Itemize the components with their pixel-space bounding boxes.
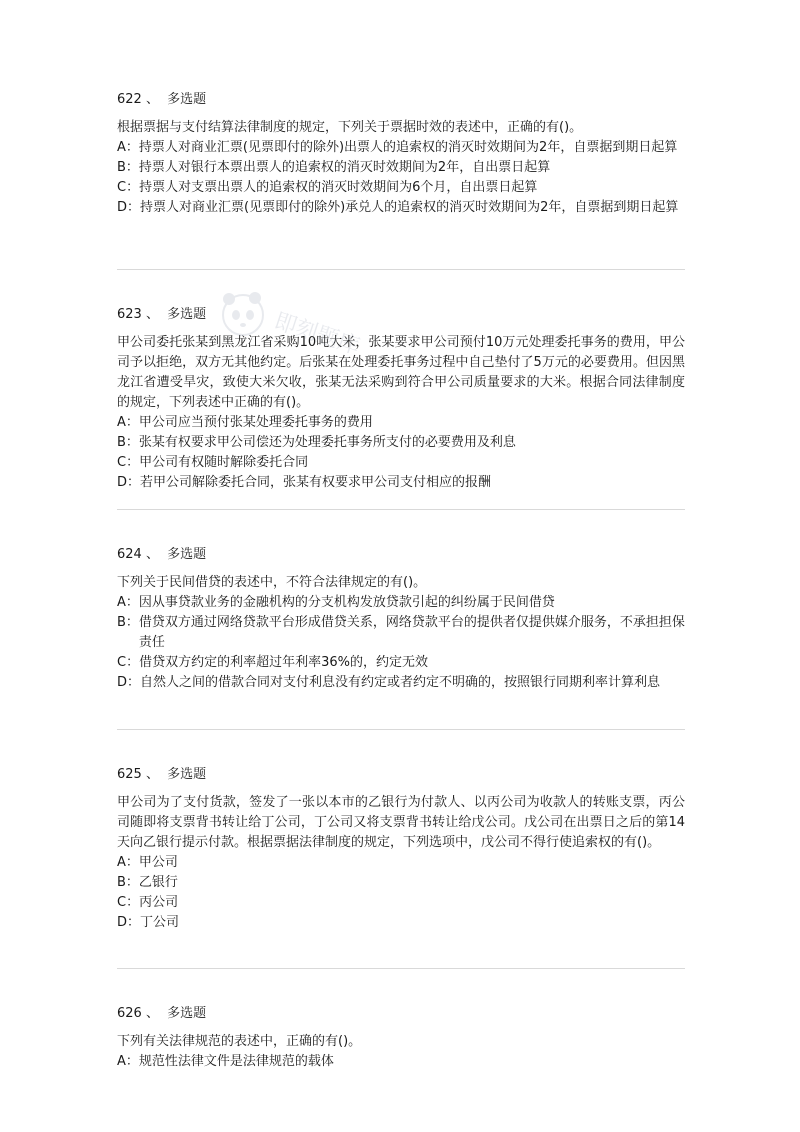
- option-text: 借贷双方通过网络贷款平台形成借贷关系，网络贷款平台的提供者仅提供媒介服务，不承担担保责任: [138, 615, 685, 650]
- question-type: 多选题: [167, 767, 207, 782]
- option-letter: C：: [117, 180, 140, 195]
- option-text: 持票人对银行本票出票人的追索权的消灭时效期间为2年，自出票日起算: [138, 160, 551, 175]
- question-separator: 、: [145, 1006, 159, 1021]
- option-letter: B：: [117, 160, 139, 175]
- question-626: [117, 1004, 685, 1072]
- divider: [117, 968, 685, 969]
- option-text: 甲公司应当预付张某处理委托事务的费用: [138, 415, 373, 430]
- divider: [117, 729, 685, 730]
- question-separator: 、: [145, 307, 159, 322]
- option-d: [117, 673, 685, 693]
- option-d: [117, 473, 685, 493]
- option-a: [117, 853, 685, 873]
- question-number: 623: [117, 307, 142, 322]
- option-d: [117, 913, 685, 933]
- question-stem: 下列有关法律规范的表述中，正确的有()。: [117, 1034, 362, 1049]
- option-text: 持票人对商业汇票(见票即付的除外)出票人的追索权的消灭时效期间为2年，自票据到期日起算: [138, 140, 678, 155]
- option-c: [117, 453, 685, 473]
- question-number: 624: [117, 547, 142, 562]
- option-a: [117, 1052, 685, 1072]
- option-b: [117, 433, 685, 453]
- option-text: 持票人对支票出票人的追索权的消灭时效期间为6个月，自出票日起算: [139, 180, 538, 195]
- option-c: [117, 893, 685, 913]
- option-text: 因从事贷款业务的金融机构的分支机构发放贷款引起的纠纷属于民间借贷: [138, 595, 555, 610]
- option-letter: C：: [117, 895, 140, 910]
- option-text: 丁公司: [140, 915, 180, 930]
- question-type: 多选题: [167, 547, 207, 562]
- question-separator: 、: [145, 547, 159, 562]
- question-separator: 、: [145, 92, 159, 107]
- option-b: [117, 873, 685, 893]
- option-a: [117, 138, 685, 158]
- option-text: 张某有权要求甲公司偿还为处理委托事务所支付的必要费用及利息: [138, 435, 516, 450]
- option-text: 规范性法律文件是法律规范的载体: [138, 1054, 334, 1069]
- option-letter: A：: [117, 415, 139, 430]
- question-header: [117, 765, 685, 785]
- option-letter: A：: [117, 855, 139, 870]
- question-622: [117, 90, 685, 218]
- option-text: 持票人对商业汇票(见票即付的除外)承兑人的追索权的消灭时效期间为2年，自票据到期日起算: [140, 200, 679, 215]
- question-stem: 根据票据与支付结算法律制度的规定，下列关于票据时效的表述中，正确的有()。: [117, 120, 583, 135]
- option-letter: D：: [117, 915, 141, 930]
- option-letter: A：: [117, 140, 139, 155]
- option-text: 甲公司有权随时解除委托合同: [139, 455, 309, 470]
- option-letter: D：: [117, 675, 141, 690]
- question-624: [117, 545, 685, 693]
- option-b: [117, 613, 685, 653]
- question-type: 多选题: [167, 1006, 207, 1021]
- option-text: 自然人之间的借款合同对支付利息没有约定或者约定不明确的，按照银行同期利率计算利息: [140, 675, 661, 690]
- question-number: 625: [117, 767, 142, 782]
- option-letter: A：: [117, 595, 139, 610]
- question-stem: 甲公司为了支付货款，签发了一张以本市的乙银行为付款人、以丙公司为收款人的转账支票，丙公司随即将支票背书转让给丁公司，丁公司又将支票背书转让给戊公司。戊公司在出票日之后的第14天向乙银行提示付款。根据票据法律制度的规定，下列选项中，戊公司不得行使追索权的有()。: [117, 795, 685, 850]
- question-header: [117, 90, 685, 110]
- question-625: [117, 765, 685, 933]
- option-letter: B：: [117, 615, 139, 630]
- question-623: [117, 305, 685, 493]
- question-type: 多选题: [167, 92, 207, 107]
- question-number: 626: [117, 1006, 142, 1021]
- option-letter: C：: [117, 455, 140, 470]
- question-header: [117, 305, 685, 325]
- question-stem: 甲公司委托张某到黑龙江省采购10吨大米，张某要求甲公司预付10万元处理委托事务的费用，甲公司予以拒绝，双方无其他约定。后张某在处理委托事务过程中自己垫付了5万元的必要费用。但因黑龙江省遭受旱灾，致使大米欠收，张某无法采购到符合甲公司质量要求的大米。根据合同法律制度的规定，下列表述中正确的有()。: [117, 335, 685, 410]
- option-text: 甲公司: [138, 855, 178, 870]
- option-letter: D：: [117, 200, 141, 215]
- question-number: 622: [117, 92, 142, 107]
- option-b: [117, 158, 685, 178]
- question-header: [117, 545, 685, 565]
- question-header: [117, 1004, 685, 1024]
- question-separator: 、: [145, 767, 159, 782]
- option-a: [117, 413, 685, 433]
- divider: [117, 509, 685, 510]
- option-text: 若甲公司解除委托合同，张某有权要求甲公司支付相应的报酬: [140, 475, 492, 490]
- question-stem: 下列关于民间借贷的表述中，不符合法律规定的有()。: [117, 575, 427, 590]
- option-letter: B：: [117, 435, 139, 450]
- question-type: 多选题: [167, 307, 207, 322]
- watermark-text: 即刻题库: [271, 308, 363, 360]
- option-text: 丙公司: [139, 895, 179, 910]
- option-letter: A：: [117, 1054, 139, 1069]
- divider: [117, 269, 685, 270]
- option-a: [117, 593, 685, 613]
- option-letter: C：: [117, 655, 140, 670]
- option-c: [117, 653, 685, 673]
- option-letter: B：: [117, 875, 139, 890]
- option-text: 借贷双方约定的利率超过年利率36%的，约定无效: [139, 655, 428, 670]
- option-c: [117, 178, 685, 198]
- option-d: [117, 198, 685, 218]
- option-letter: D：: [117, 475, 141, 490]
- option-text: 乙银行: [138, 875, 178, 890]
